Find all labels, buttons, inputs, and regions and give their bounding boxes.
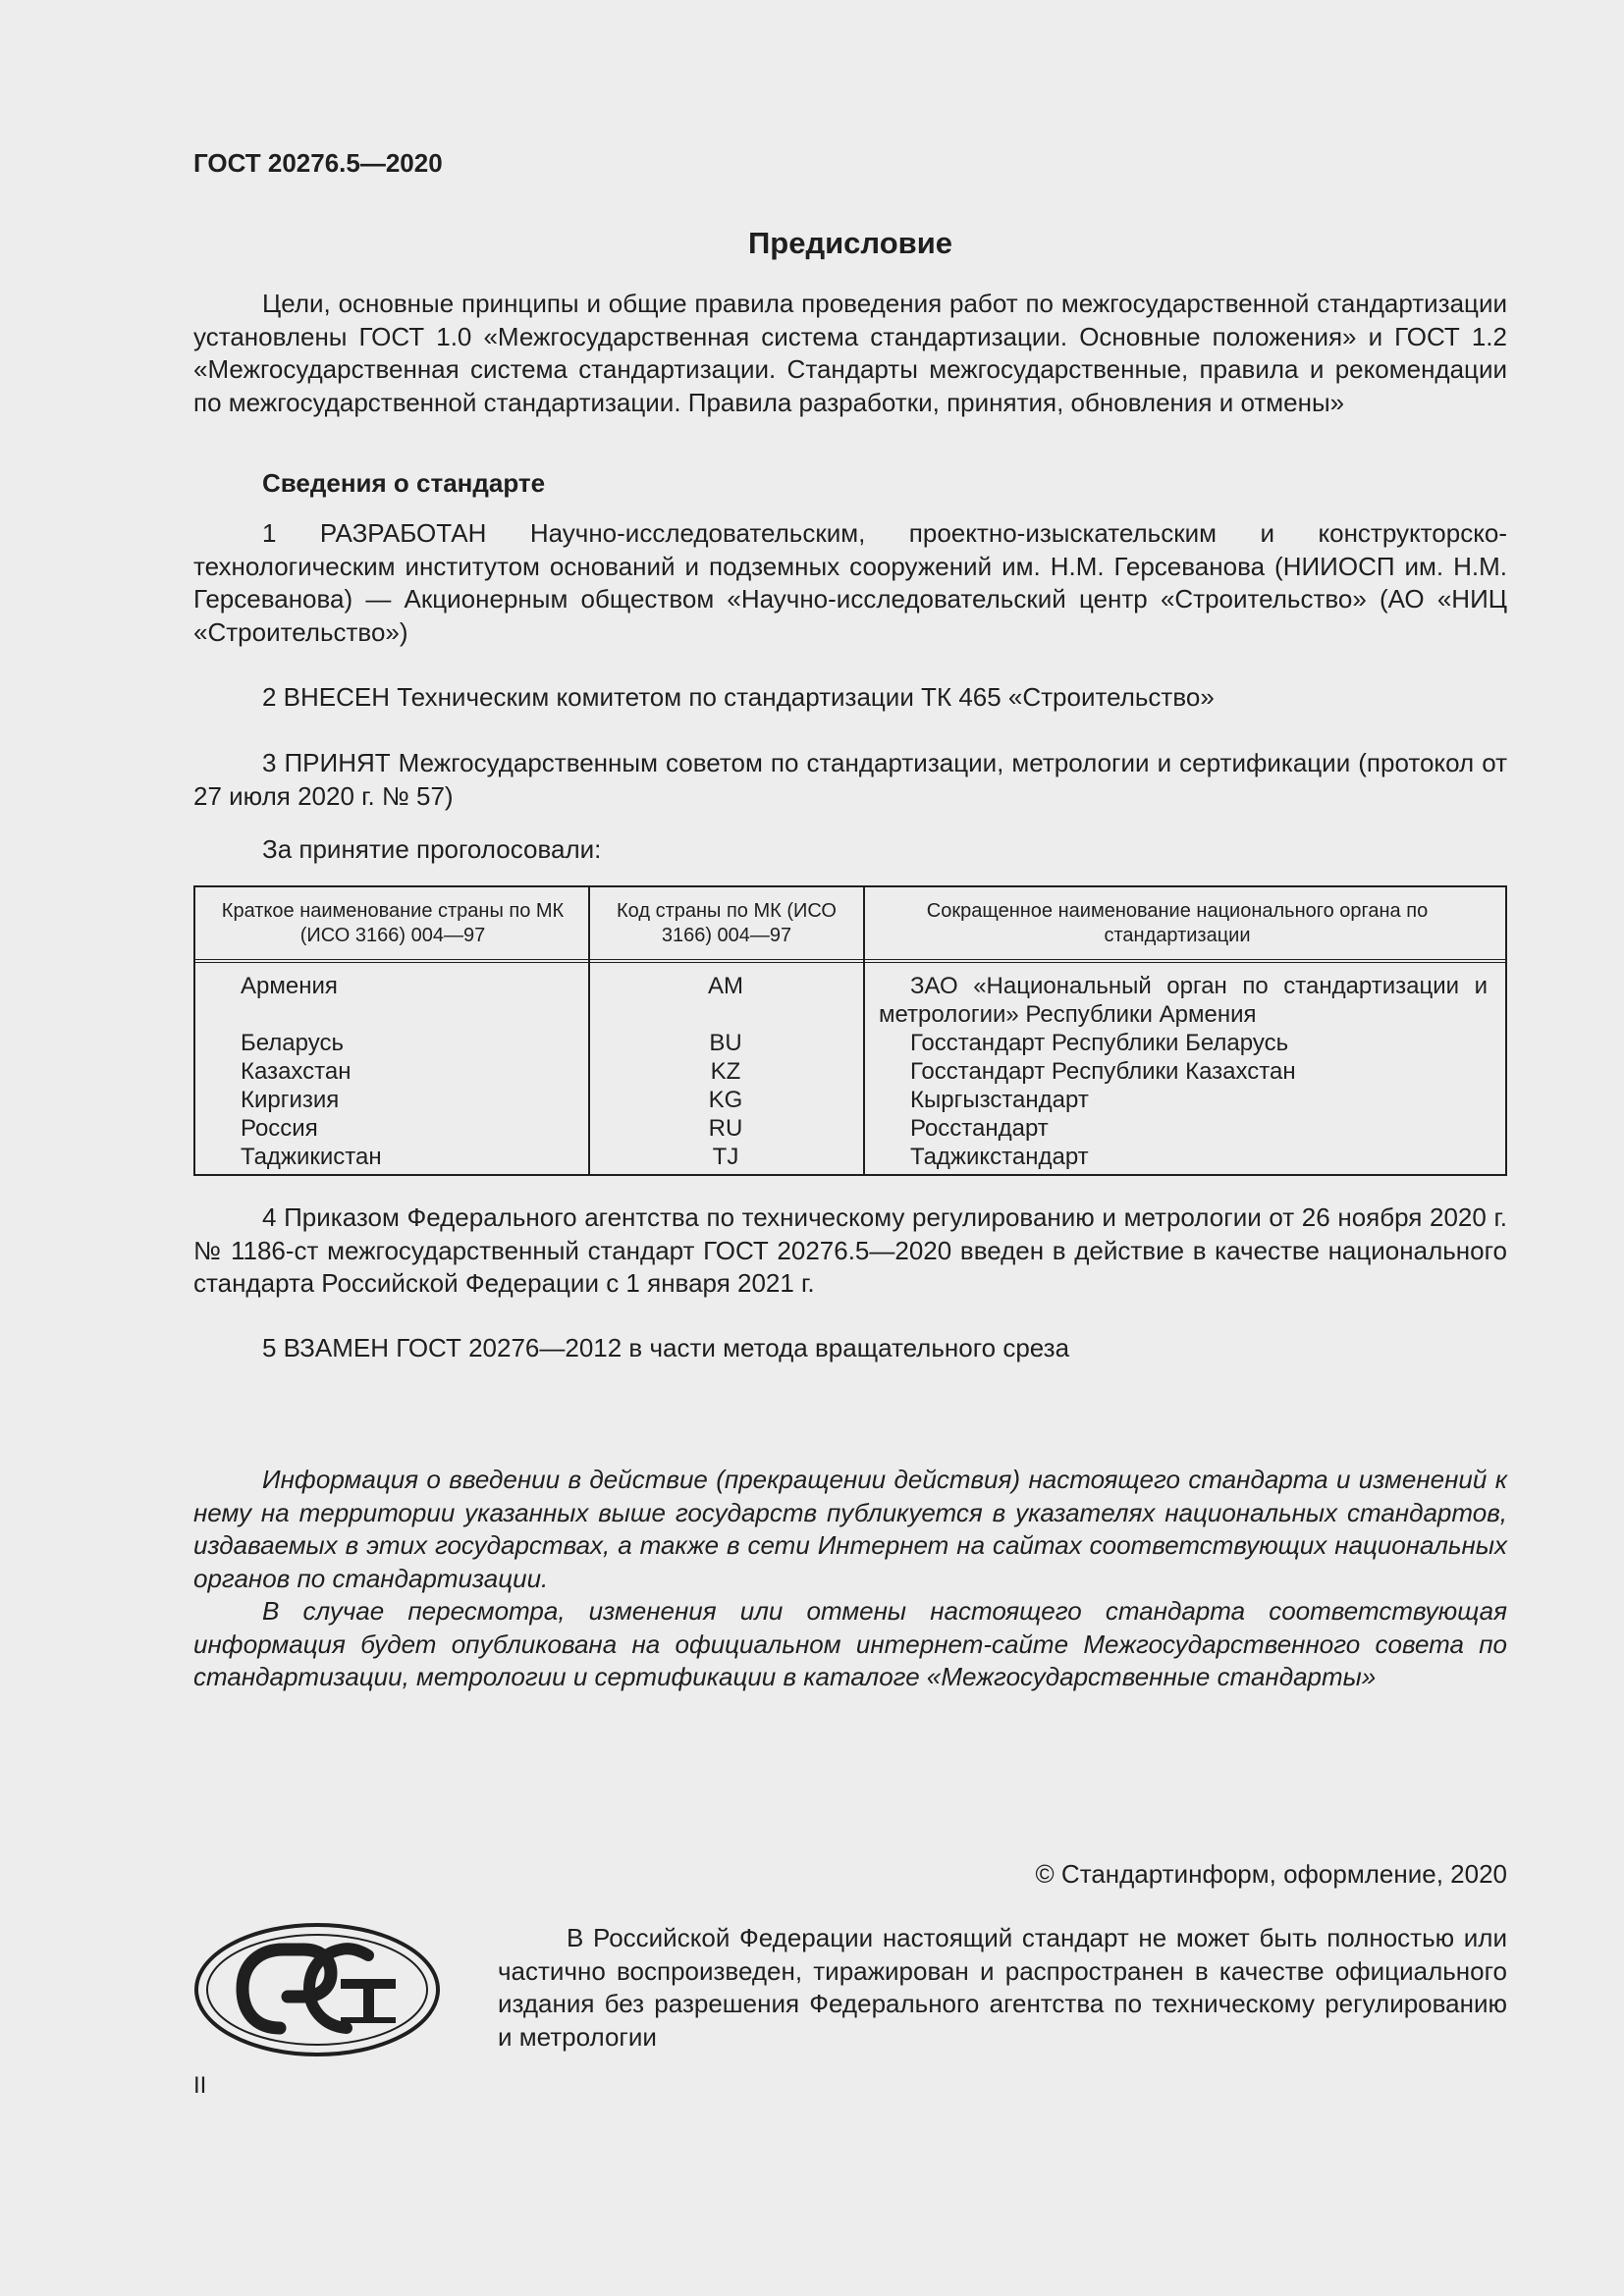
cell-country: Армения [241,973,338,999]
table-header-org: Сокращенное наименование национального органа по стандартизации [926,900,1429,946]
cell-code: RU [708,1115,743,1142]
document-page [193,0,1507,2296]
item-replaces: 5 ВЗАМЕН ГОСТ 20276—2012 в части метода вращательного среза [262,1333,1070,1362]
item-developed: 1 РАЗРАБОТАН Научно-исследовательским, проектно-изыскательским и конструкторско-технологическим институтом оснований и подземных сооружений им. Н.М. Герсеванова (НИИОСП им. Н.М. Герсеванова) — Акционерным обществом «Научно-исследовательский центр «Строительство» (АО «НИЦ «Строительство») [193,518,1507,647]
cell-code: BU [709,1030,742,1056]
cell-org: Таджикстандарт [910,1144,1089,1170]
voting-table [193,885,1507,1176]
cell-code: AM [708,973,743,999]
cell-country: Киргизия [241,1087,340,1113]
column-divider [863,887,865,1174]
cell-org: Росстандарт [910,1115,1049,1142]
column-divider [588,887,590,1174]
cell-country: Таджикистан [241,1144,382,1170]
cell-country: Россия [241,1115,318,1142]
page-title: Предисловие [747,226,952,260]
revision-paragraph: В случае пересмотра, изменения или отмены настоящего стандарта соответствующая информация будет опубликована на официальном интернет-сайте Межгосударственного совета по стандартизации, метрологии и сертификации в каталоге «Межгосударственные стандарты» [193,1596,1507,1691]
cell-org: ЗАО «Национальный орган по стандартизации и метрологии» Республики Армения [879,973,1488,1028]
voted-label: За принятие проголосовали: [262,834,602,864]
item-introduced: 2 ВНЕСЕН Техническим комитетом по стандартизации ТК 465 «Строительство» [262,682,1215,712]
copyright: © Стандартинформ, оформление, 2020 [1035,1859,1507,1889]
cell-country: Казахстан [241,1058,352,1085]
intro-paragraph: Цели, основные принципы и общие правила проведения работ по межгосударственной стандартизации установлены ГОСТ 1.0 «Межгосударственная система стандартизации. Основные положения» и ГОСТ 1.2 «Межгосударственная система стандартизации. Стандарты межгосударственные, правила и рекомендации по межгосударственной стандартизации. Правила разработки, принятия, обновления и отмены» [193,289,1507,417]
rst-logo-icon [193,1922,441,2057]
cell-code: TJ [712,1144,739,1170]
rights-notice: В Российской Федерации настоящий стандарт не может быть полностью или частично воспроизведен, тиражирован и распространен в качестве официального издания без разрешения Федерального агентства по техническому регулированию и метрологии [498,1923,1507,2052]
cell-code: KG [708,1087,743,1113]
item-adopted: 3 ПРИНЯТ Межгосударственным советом по стандартизации, метрологии и сертификации (протокол от 27 июля 2020 г. № 57) [193,748,1507,811]
about-heading: Сведения о стандарте [262,468,546,498]
header-separator [195,959,1505,963]
info-paragraph: Информация о введении в действие (прекращении действия) настоящего стандарта и изменений к нему на территории указанных выше государств публикуется в указателях национальных стандартов, издаваемых в этих государствах, а также в сети Интернет на сайтах соответствующих национальных органов по стандартизации. [193,1465,1507,1593]
document-id: ГОСТ 20276.5—2020 [193,148,443,178]
table-header-code: Код страны по МК (ИСО 3166) 004—97 [617,900,837,946]
cell-code: KZ [710,1058,741,1085]
cell-org: Кыргызстандарт [910,1087,1089,1113]
cell-org: Госстандарт Республики Беларусь [910,1030,1289,1056]
item-order: 4 Приказом Федерального агентства по техническому регулированию и метрологии от 26 ноября 2020 г. № 1186-ст межгосударственный стандарт ГОСТ 20276.5—2020 введен в действие в качестве национального стандарта Российской Федерации с 1 января 2021 г. [193,1202,1507,1298]
cell-country: Беларусь [241,1030,344,1056]
table-header-country: Краткое наименование страны по МК (ИСО 3166) 004—97 [221,900,565,946]
page-number: II [193,2072,207,2099]
cell-org: Госстандарт Республики Казахстан [910,1058,1296,1085]
